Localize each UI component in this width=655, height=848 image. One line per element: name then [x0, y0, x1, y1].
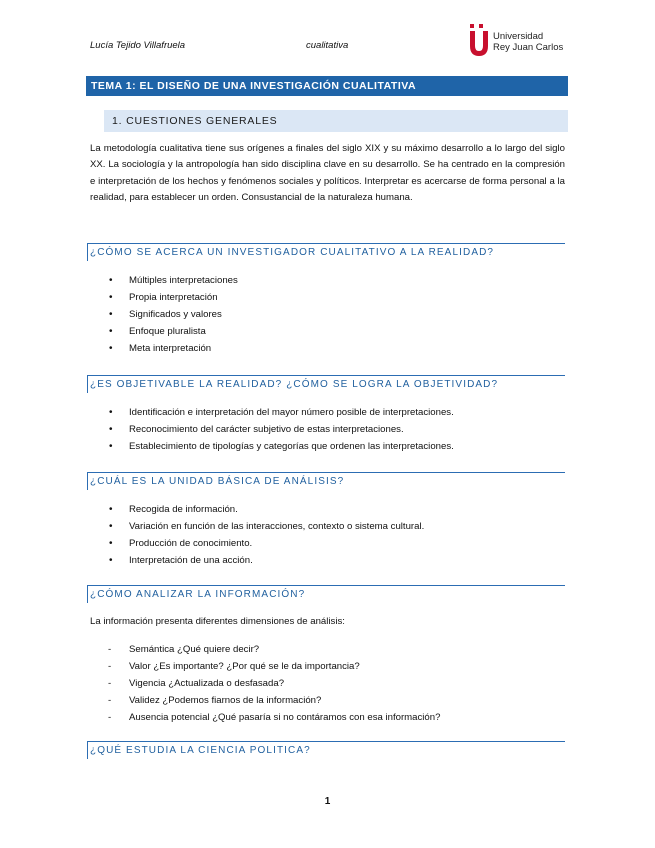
list-item: • Identificación e interpretación del mayor número posible de interpretaciones. [106, 404, 454, 421]
dash-list [106, 641, 440, 726]
list-item: - Semántica ¿Qué quiere decir? [106, 641, 440, 658]
list-item: - Validez ¿Podemos fiarnos de la información? [106, 692, 440, 709]
list-item: • Reconocimiento del carácter subjetivo de estas interpretaciones. [106, 421, 454, 438]
list-item: • Múltiples interpretaciones [106, 272, 238, 289]
list-item: • Significados y valores [106, 306, 238, 323]
list-item: - Ausencia potencial ¿Qué pasaría si no contáramos con esa información? [106, 709, 440, 726]
page-number: 1 [324, 796, 331, 807]
subsection-title: 1. CUESTIONES GENERALES [104, 110, 568, 132]
list-item: • Recogida de información. [106, 501, 424, 518]
list-item: - Vigencia ¿Actualizada o desfasada? [106, 675, 440, 692]
header-title: cualitativa [306, 40, 349, 51]
section-heading: ¿QUÉ ESTUDIA LA CIENCIA POLITICA? [87, 741, 565, 759]
section-intro: La información presenta diferentes dimensiones de análisis: [90, 616, 345, 627]
logo-line-2: Rey Juan Carlos [493, 42, 564, 53]
logo-line-1: Universidad [493, 31, 544, 42]
bullet-list [106, 272, 238, 357]
bullet-list [106, 501, 424, 569]
section-heading: ¿ES OBJETIVABLE LA REALIDAD? ¿CÓMO SE LOGRA LA OBJETIVIDAD? [87, 375, 565, 393]
topic-title: TEMA 1: EL DISEÑO DE UNA INVESTIGACIÓN CUALITATIVA [86, 76, 568, 96]
list-item: • Enfoque pluralista [106, 323, 238, 340]
list-item: - Valor ¿Es importante? ¿Por qué se le da importancia? [106, 658, 440, 675]
list-item: • Propia interpretación [106, 289, 238, 306]
list-item: • Variación en función de las interacciones, contexto o sistema cultural. [106, 518, 424, 535]
list-item: • Interpretación de una acción. [106, 552, 424, 569]
urjc-logo-icon [467, 22, 491, 58]
university-logo [467, 22, 567, 62]
page-header [90, 31, 565, 64]
list-item: • Producción de conocimiento. [106, 535, 424, 552]
header-author: Lucía Tejido Villafruela [90, 40, 186, 51]
section-heading: ¿CUÁL ES LA UNIDAD BÁSICA DE ANÁLISIS? [87, 472, 565, 490]
section-heading: ¿CÓMO ANALIZAR LA INFORMACIÓN? [87, 585, 565, 603]
list-item: • Meta interpretación [106, 340, 238, 357]
intro-paragraph: La metodología cualitativa tiene sus orígenes a finales del siglo XIX y su máximo desarrollo a lo largo del siglo XX. La sociología y la antropología han sido disciplina clave en su desarrollo. Se ha centrado en la compresión e interpretación de los hechos y fenómenos sociales y políticos. Interpretar es acercarse de forma personal a la realidad, para establecer un orden. Consustancial de la naturaleza humana. [90, 143, 565, 203]
section-heading: ¿CÓMO SE ACERCA UN INVESTIGADOR CUALITATIVO A LA REALIDAD? [87, 243, 565, 261]
list-item: • Establecimiento de tipologías y categorías que ordenen las interpretaciones. [106, 438, 454, 455]
bullet-list [106, 404, 454, 455]
